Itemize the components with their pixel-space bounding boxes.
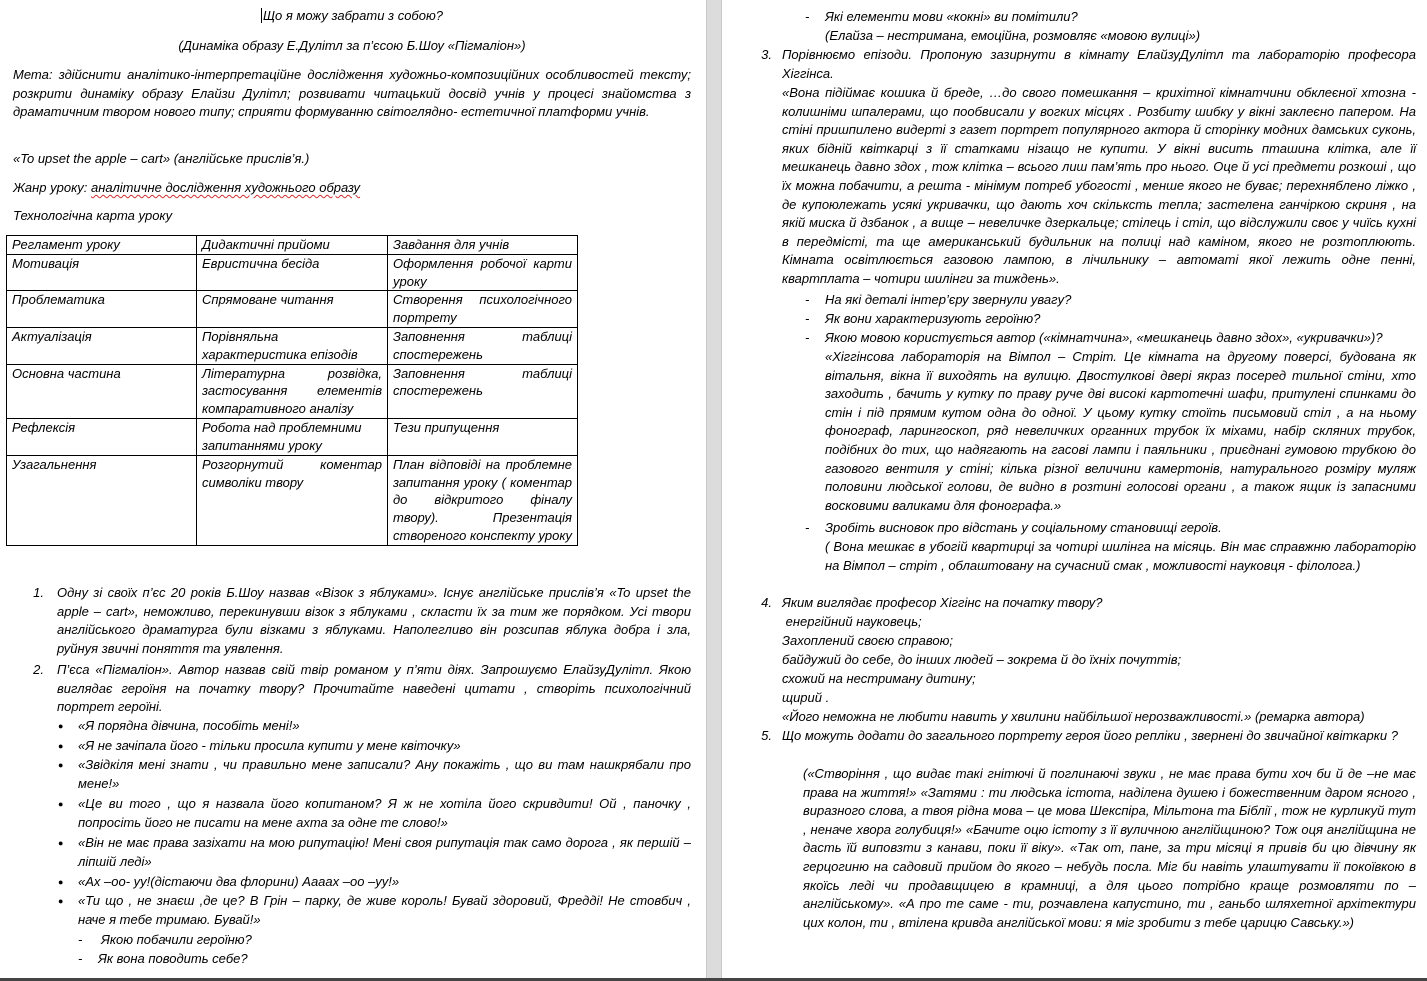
bullet-icon: ● xyxy=(58,741,64,751)
list-item: П’єса «Пігмаліон». Автор назвав свій твір романом у п’яти діях. Запрошуємо ЕлайзуДулітл. Якою виглядає героїня на початку твору? Прочитайте наведені цитати , створіть психологічний портрет героїні. xyxy=(57,662,691,715)
dash-marker: - xyxy=(805,9,810,24)
table-cell: Заповнення таблиці спостережень xyxy=(388,364,578,418)
goal-text: здійснити аналітико-інтерпретаційне дослідження художньо-композиційних особливостей тексту; розкрити динаміку образу Елайзи Дулітл; розвивати читацький досвід учнів у процесі знайомства з драматичним твором нового типу; сприяти формуванню світоглядно- естетичної платформи учнів. xyxy=(13,67,691,120)
table-row xyxy=(7,291,578,328)
text-cursor xyxy=(261,8,262,23)
table-cell: Порівняльна характеристика епізодів xyxy=(197,327,388,364)
lesson-genre xyxy=(13,179,691,198)
table-cell: Основна частина xyxy=(7,364,197,418)
table-row xyxy=(7,254,578,291)
proverb: «To upset the apple – cart» (англійське прислів’я.) xyxy=(13,151,310,166)
bullet-icon: ● xyxy=(58,760,64,770)
table-row xyxy=(7,327,578,364)
genre-label: Жанр уроку: xyxy=(13,180,88,195)
table-cell: Тези припущення xyxy=(388,418,578,455)
bullet-icon: ● xyxy=(58,838,64,848)
table-header-row xyxy=(7,236,578,255)
list-item: - Якою побачили героїню? xyxy=(0,931,706,950)
list-item: «Його неможна не любити навить у хвилини найбільшої нерозважливості.» (ремарка автора) xyxy=(782,709,1365,724)
list-item: Що можуть додати до загального портрету героя його репліки , звернені до звичайної квіткарки ? xyxy=(782,728,1398,743)
list-number: 4. xyxy=(761,595,772,610)
list-number: 1. xyxy=(33,585,44,600)
lab-quote: «Хіггінсова лабораторія на Вімпол – Стріт. Це кімната на другому поверсі, будована як вітальня, вікна її виходять на вулицю. Двостулкові двері якраз посеред тильної стіни, хто заходить , бачить у кутку по праву руче дві високі картотечні шафи, притулені спинками до стін і під прямим кутом одна до одної. У цьому кутку стоїть письмовий стіл , а на ньому фонограф, ларингоскоп, ряд невеличких органних трубок їх міхами, набір скляних трубок, подібних до тих, що надягають на гасові лампи і паяльники , приєднані гумовою трубкою до газового вентиля у стіні; кілька різної величини камертонів, натурального розміру муляж половини людської голови, де видно в розтині голосові органи , а також ящик із запасними восковими валиками для фонографа.» xyxy=(825,349,1416,513)
question-list xyxy=(722,291,1427,348)
genre-value: аналітичне дослідження художнього образу xyxy=(90,180,361,195)
table-cell: Евристична бесіда xyxy=(197,254,388,291)
dash-marker: - xyxy=(805,520,810,535)
table-cell: Узагальнення xyxy=(7,455,197,545)
right-page xyxy=(722,0,1427,981)
table-cell: Розгорнутий коментар символіки твору xyxy=(197,455,388,545)
list-item: щирий . xyxy=(782,690,830,705)
table-header: Регламент уроку xyxy=(7,236,197,255)
table-cell: Актуалізація xyxy=(7,327,197,364)
dash-marker: - xyxy=(805,292,810,307)
list-item: - Як вона поводить себе? xyxy=(0,950,706,969)
replica-quote: («Створіння , що видає такі гнітючі й поглинаючі звуки , не має права бути хоч би й де –не має права на життя!» «Затями : ти людська істота, наділена душею і божественним даром ясного , виразного слова, а твоя рідна мова – це мова Шекспіра, Мільтона та Біблії , тож не курликуй тут , неначе хвора голубиця!» «Бачите оцю істоту з її вуличною англійщиною? Тож оця англійщина не дасть їй виповзти з канави, поки її віку». «Так от, пане, за три місяці я привів би цю дівчину як герцогиню на садовий прийом до якого – небудь посла. Міг би навіть улаштувати її покоївкою в якоїсь леді чи продавщицею в крамниці, а для цього потрібно краще розмовляти по – англійському». «А про те саме - ти, розчавлена капустино, ти , ганьбо шляхетної архітектури цих колон, ти , втілена кривда англійської мови: я міг зробити з тебе царицю Савську.») xyxy=(803,766,1416,930)
list-number: 3. xyxy=(761,47,772,62)
list-item: Які елементи мови «кокні» ви помітили? xyxy=(825,9,1078,24)
answer-text: ( Вона мешкає в убогій квартирці за чотирі шилінга на місяць. Він має справжню лабораторію на Вімпол – стріт , облаштовану на сучасний смак , можливості науковця - філолога.) xyxy=(825,539,1416,573)
list-item: ● «Ти що , не знаєш ,де це? В Грін – парку, де живе король! Бувай здоровий, Фредді! Не стовбич , наче я тебе тримаю. Бувай!» xyxy=(58,893,691,927)
tech-map-label: Технологічна карта уроку xyxy=(13,208,173,223)
list-item: ● «Я не зачіпала його - тільки просила купити у мене квіточку» xyxy=(0,737,706,756)
list-item: ● «Він не має права зазіхати на мою рипутацію! Мені своя рипутація так само дорога , як першій –ліпшій леді» xyxy=(58,835,691,869)
table-header: Завдання для учнів xyxy=(388,236,578,255)
list-item: ● «Звідкіля мені знати , чи правильно мене записали? Ану покажіть , що ви там нашкрябали про мене!» xyxy=(58,757,691,791)
list-item: - Як вони характеризують героїню? xyxy=(722,310,1427,329)
list-item: Одну зі своїх п’єс 20 років Б.Шоу назвав «Візок з яблуками». Існує англійське прислів’я «To upset the apple – cart», неможливо, перекинувши візок з яблуками , скласти їх за тим же порядком. Усі твори англійського драматурга були візками з яблуками. Наполегливо він розсипав яблука добра і зла, руйнуя звичні поняття та уявлення. xyxy=(57,585,691,656)
trait-list xyxy=(782,613,1416,727)
table-header: Дидактичні прийоми xyxy=(197,236,388,255)
list-item: Порівнюємо епізоди. Пропоную зазирнути в кімнату ЕлайзуДулітл та лабораторію професора Хіггінса. xyxy=(782,47,1416,81)
room-quote: «Вона підіймає кошика й бреде, …до свого помешкання – крихітної кімнатчини обклеєної хтозна - колишніми шпалерами, що пообвисали у вогких місцях . Розбиту шибку у вікні заклеєно папером. На стіні пришпилено видерті з газет портрет популярного актора й сторінку модних дамських суконь, яких бідній квіткарці з її статками нізащо не купити. У вікні висить пташина клітка, але її мешканець давно здох , тож клітка – всього лиш пам’ять про нього. Оце й усі предмети розкоші , що їх можна побачити, а решта - мінімум потреб убогості , менше якого не буває; перехняблено ліжко , де купоюлежать усякі укривачки, що дають хоч скільксть тепла; застелена ганчіркою скриня , на якій миска й дзбанок , а вище – невеличке дзеркальце; стілець і стіл, що відслужили своє у чиїсь кухні в передмісті, та ще американський будильник на полиці над каміном, якого не розтоплюють. Кімната освітлюється газовою лампою, в лічильнику – автоматі якої лежить одне пенні, квартплата – чотири шилінги за тиждень». xyxy=(782,85,1416,286)
table-row xyxy=(7,364,578,418)
list-item: енергійний науковець; xyxy=(782,614,922,629)
dash-marker: - xyxy=(78,951,83,966)
list-item: Зробіть висновок про відстань у соціальному становищі героїв. xyxy=(825,520,1222,535)
page-gutter xyxy=(706,0,722,981)
list-item: схожий на нестриману дитину; xyxy=(782,671,976,686)
quote-list xyxy=(0,717,706,969)
table-cell: Створення психологічного портрету xyxy=(388,291,578,328)
list-item: - На які деталі інтер’єру звернули увагу? xyxy=(722,291,1427,310)
bullet-icon: ● xyxy=(58,721,64,731)
list-item: - Якою мовою користується автор («кімнатчина», «мешканець давно здох», «укривачки»)? xyxy=(722,329,1427,348)
table-cell: Мотивація xyxy=(7,254,197,291)
dash-marker: - xyxy=(805,311,810,326)
table-cell: Літературна розвідка, застосування елементів компаративного аналізу xyxy=(197,364,388,418)
list-item: ● «Це ви того , що я назвала його копитаном? Я ж не хотіла його скривдити! Ой , паночку , попросіть його не писати на мене ахта за одне те слово!» xyxy=(58,796,691,830)
goal-label: Мета: xyxy=(13,67,53,82)
dash-marker: - xyxy=(78,932,83,947)
table-cell: Заповнення таблиці спостережень xyxy=(388,327,578,364)
table-cell: План відповіді на проблемне запитання уроку ( коментар до відкритого фіналу твору). Презентація створеного конспекту уроку xyxy=(388,455,578,545)
bullet-icon: ● xyxy=(58,799,64,809)
dash-marker: - xyxy=(805,330,810,345)
table-cell: Робота над проблемними запитаннями уроку xyxy=(197,418,388,455)
table-cell: Проблематика xyxy=(7,291,197,328)
table-cell: Спрямоване читання xyxy=(197,291,388,328)
list-number: 2. xyxy=(33,662,44,677)
answer-text: (Елайза – нестримана, емоційна, розмовляє «мовою вулиці») xyxy=(825,28,1201,43)
list-item: Захоплений своєю справою; xyxy=(782,633,954,648)
left-page xyxy=(0,0,706,981)
lesson-subtitle: (Динаміка образу Е.Дулітл за п’єсою Б.Шоу «Пігмаліон») xyxy=(178,38,526,53)
table-cell: Рефлексія xyxy=(7,418,197,455)
bullet-icon: ● xyxy=(58,896,64,906)
list-number: 5. xyxy=(761,728,772,743)
table-cell: Оформлення робочої карти уроку xyxy=(388,254,578,291)
list-item: Яким виглядає професор Хіггінс на початку твору? xyxy=(782,595,1103,610)
lesson-title: Що я можу забрати з собою? xyxy=(263,8,443,23)
list-item: байдужий до себе, до інших людей – зокрема й до їхніх почуттів; xyxy=(782,652,1182,667)
list-item: ● «Я порядна дівчина, пособіть мені!» xyxy=(0,717,706,737)
table-row xyxy=(7,418,578,455)
bullet-icon: ● xyxy=(58,877,64,887)
tech-map-table xyxy=(6,235,578,546)
table-row xyxy=(7,455,578,545)
list-item: ● «Ах –оо- уу!(дістаючи два флорини) Аааах –оо –уу!» xyxy=(0,873,706,892)
lesson-goal xyxy=(13,66,691,122)
